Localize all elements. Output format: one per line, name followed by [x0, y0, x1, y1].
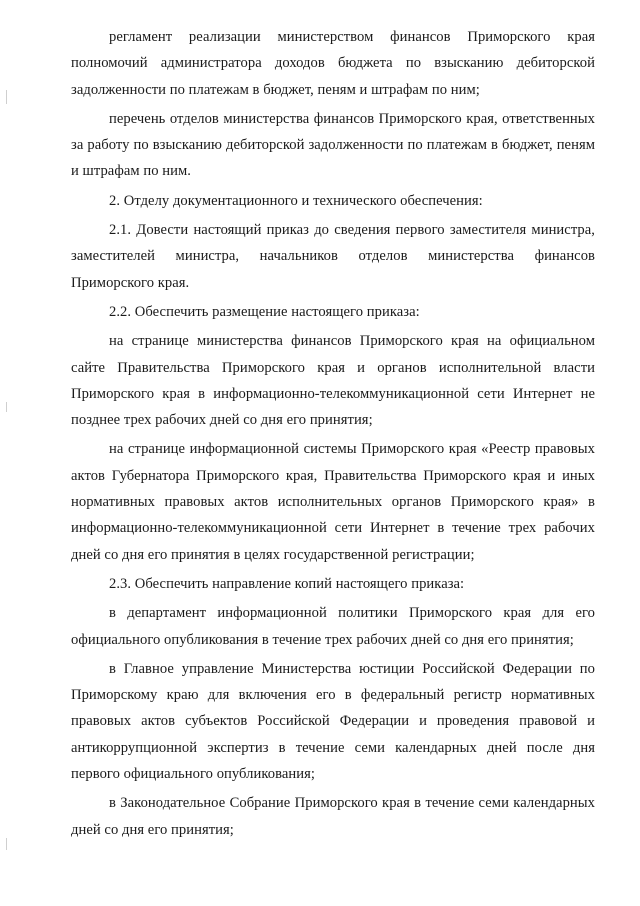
paragraph-ministry-justice-item: в Главное управление Министерства юстиции Российской Федерации по Приморскому краю для включения его в федеральный регистр нормативных правовых актов субъектов Российской Федерации и проведения правовой и антикоррупционной экспертиз в течение семи календарных дней после дня первого официального опубликования;	[71, 660, 595, 783]
scan-edge-mark	[6, 402, 7, 412]
paragraph-section-2-3: 2.3. Обеспечить направление копий настоящего приказа:	[109, 575, 465, 592]
paragraph-info-policy-item: в департамент информационной политики Приморского края для его официального опубликования в течение трех рабочих дней со дня его принятия;	[71, 605, 595, 648]
scan-edge-mark	[6, 838, 7, 850]
paragraph-official-site-item: на странице министерства финансов Приморского края на официальном сайте Правительства Приморского края и органов исполнительной власти Приморского края в информационно-телекоммуникационной сети Интернет не позднее трех рабочих дней со дня его принятия;	[71, 333, 595, 429]
paragraph-legislative-assembly-item: в Законодательное Собрание Приморского края в течение семи календарных дней со дня его принятия;	[71, 795, 595, 838]
paragraph-section-2: 2. Отделу документационного и технического обеспечения:	[109, 192, 483, 209]
paragraph-registry-item: на странице информационной системы Приморского края «Реестр правовых актов Губернатора Приморского края, Правительства Приморского края и иных нормативных правовых актов исполнительных органов Приморского края» в информационно-телекоммуникационной сети Интернет в течение трех рабочих дней со дня его принятия в целях государственной регистрации;	[71, 441, 595, 563]
paragraph-departments-list-item: перечень отделов министерства финансов Приморского края, ответственных за работу по взысканию дебиторской задолженности по платежам в бюджет, пеням и штрафам по ним.	[71, 110, 595, 180]
scan-edge-mark	[6, 90, 7, 104]
paragraph-section-2-2: 2.2. Обеспечить размещение настоящего приказа:	[109, 303, 420, 320]
document-body	[71, 24, 595, 846]
paragraph-section-2-1: 2.1. Довести настоящий приказ до сведения первого заместителя министра, заместителей министра, начальников отделов министерства финансов Приморского края.	[71, 222, 595, 291]
paragraph-regulation-item: регламент реализации министерством финансов Приморского края полномочий администратора доходов бюджета по взысканию дебиторской задолженности по платежам в бюджет, пеням и штрафам по ним;	[71, 29, 595, 98]
